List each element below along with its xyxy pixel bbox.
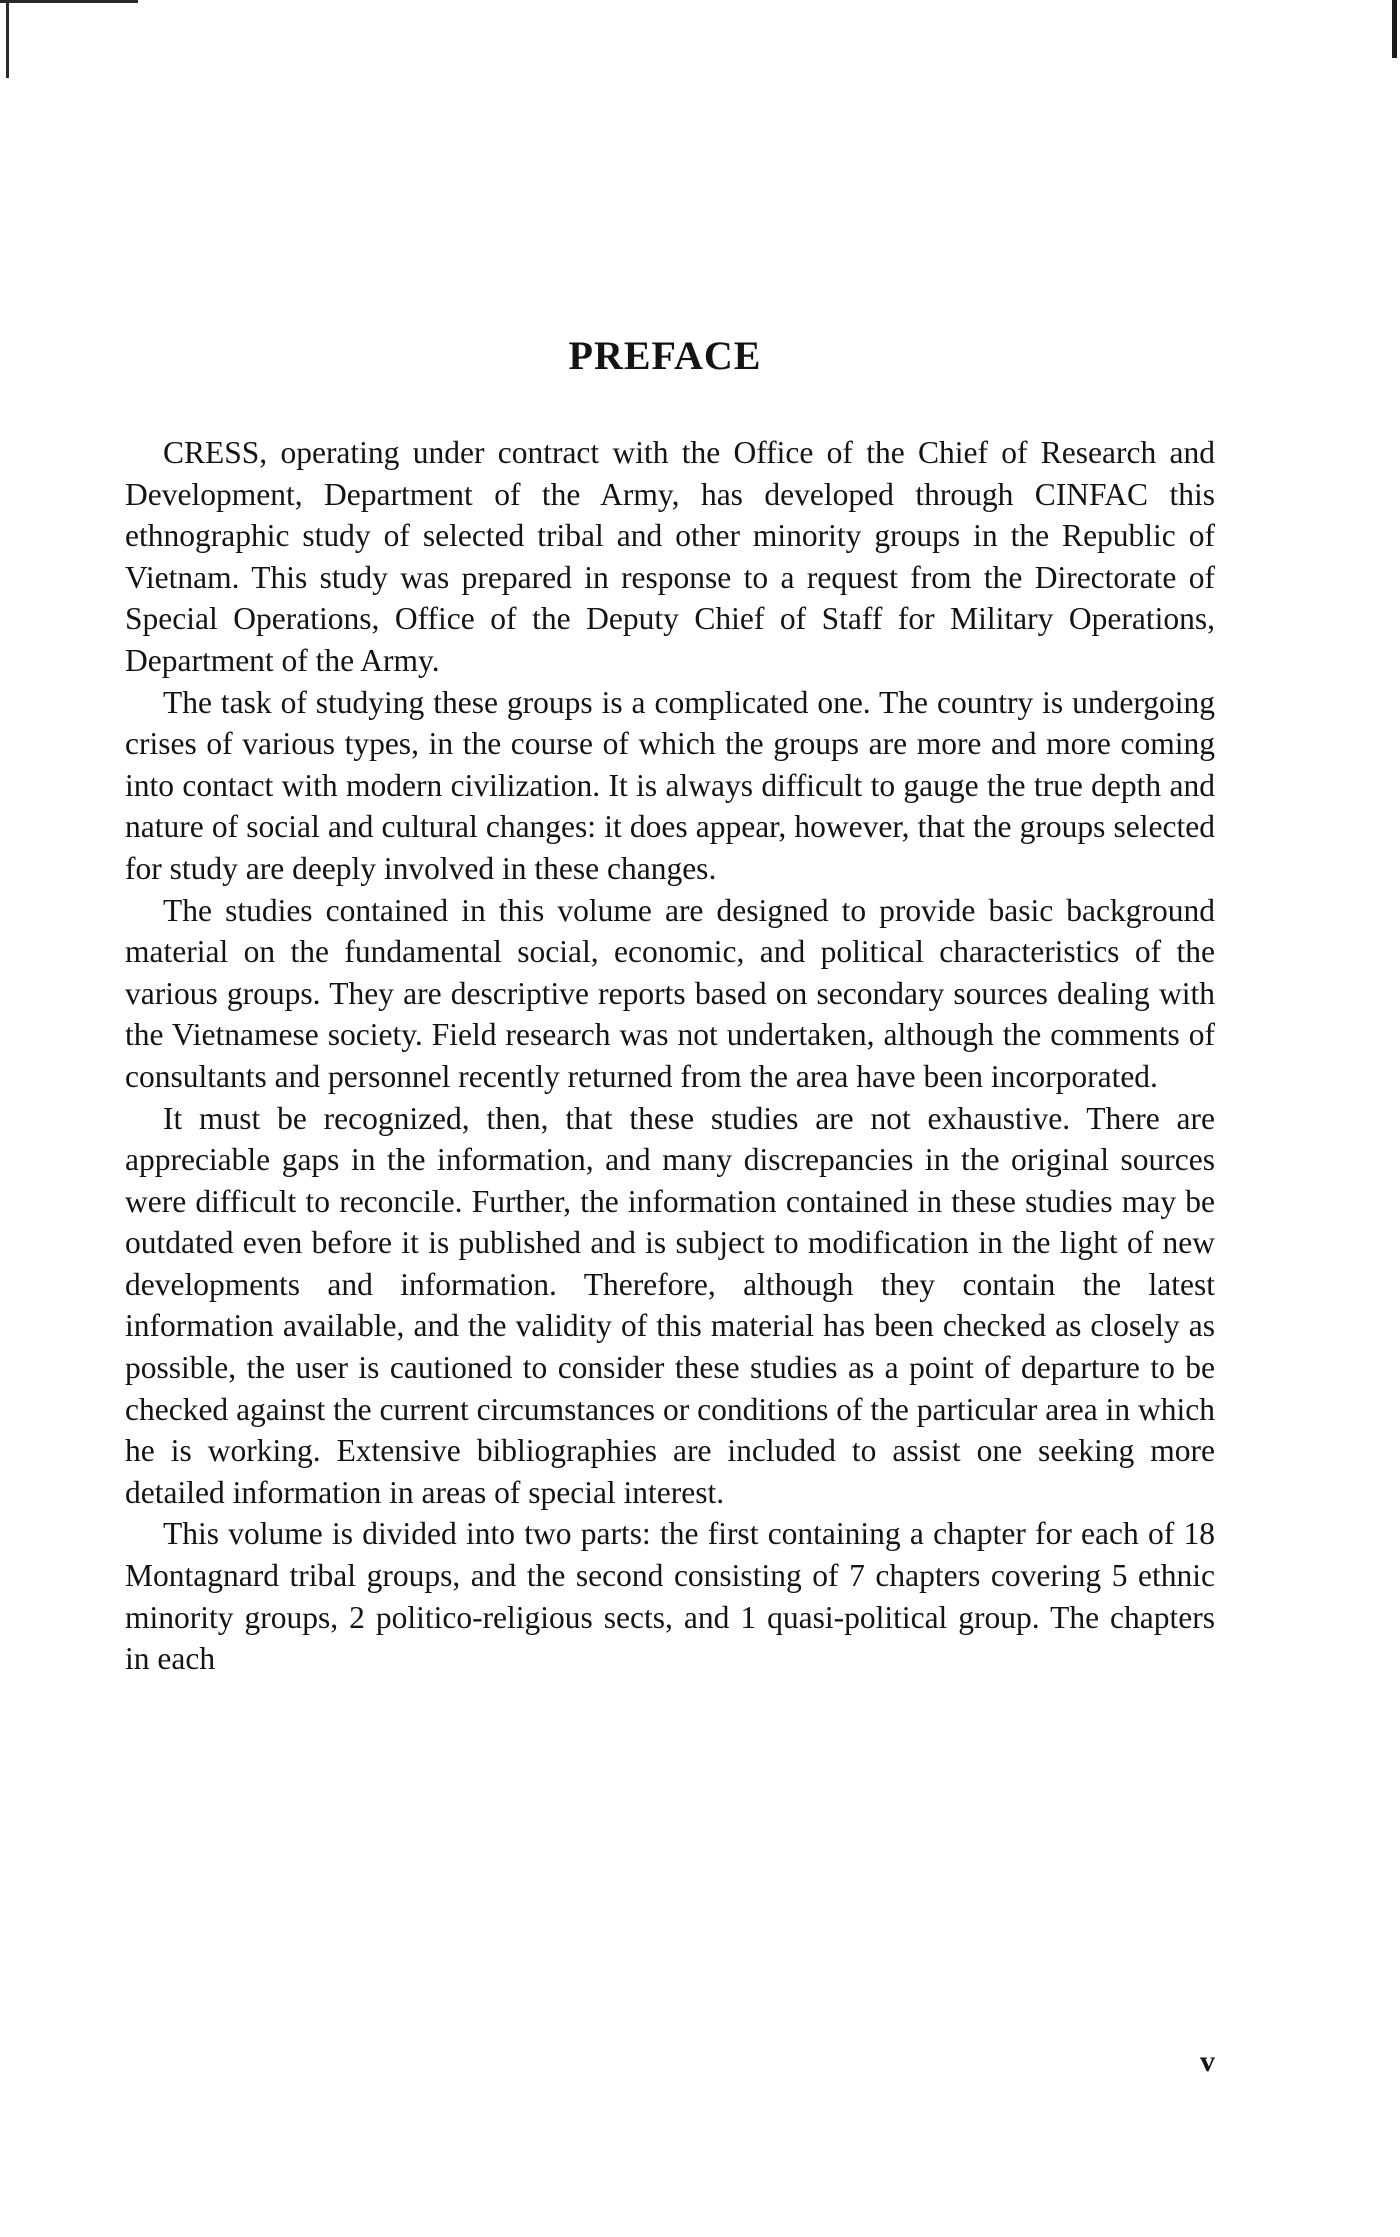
page-number: v <box>1200 2045 1215 2078</box>
paragraph-4: It must be recognized, then, that these studies are not exhaustive. There are appreciable gaps in the information, and many discrepancies in the original sources were difficult to reconcile. Further, the information contained in these studies may be outdated even before it is published and is subject to modification in the light of new developments and information. Therefore, although they contain the latest information available, and the validity of this material has been checked as closely as possible, the user is cautioned to consider these studies as a point of departure to be checked against the current circumstances or conditions of the particular area in which he is working. Extensive bibliographies are included to assist one seeking more detailed information in areas of special interest. <box>125 1100 1215 1510</box>
scan-edge-left <box>6 0 9 78</box>
preface-body <box>125 432 1215 1680</box>
paragraph-2: The task of studying these groups is a complicated one. The country is undergoing crises of various types, in the course of which the groups are more and more coming into contact with modern civilization. It is always difficult to gauge the true depth and nature of social and cultural changes: it does appear, however, that the groups selected for study are deeply involved in these changes. <box>125 684 1215 886</box>
paragraph-3: The studies contained in this volume are designed to provide basic background material on the fundamental social, economic, and political characteristics of the various groups. They are descriptive reports based on secondary sources dealing with the Vietnamese society. Field research was not undertaken, although the comments of consultants and personnel recently returned from the area have been incorporated. <box>125 892 1215 1094</box>
scan-edge-top <box>0 0 138 3</box>
scan-edge-right <box>1392 0 1397 58</box>
paragraph-5: This volume is divided into two parts: the first containing a chapter for each of 18 Montagnard tribal groups, and the second consisting of 7 chapters covering 5 ethnic minority groups, 2 politico-religious sects, and 1 quasi-political group. The chapters in each <box>125 1516 1215 1677</box>
paragraph-1: CRESS, operating under contract with the Office of the Chief of Research and Development, Department of the Army, has developed through CINFAC this ethnographic study of selected tribal and other minority groups in the Republic of Vietnam. This study was prepared in response to a request from the Directorate of Special Operations, Office of the Deputy Chief of Staff for Military Operations, Department of the Army. <box>125 435 1215 678</box>
page-title: PREFACE <box>568 333 762 378</box>
